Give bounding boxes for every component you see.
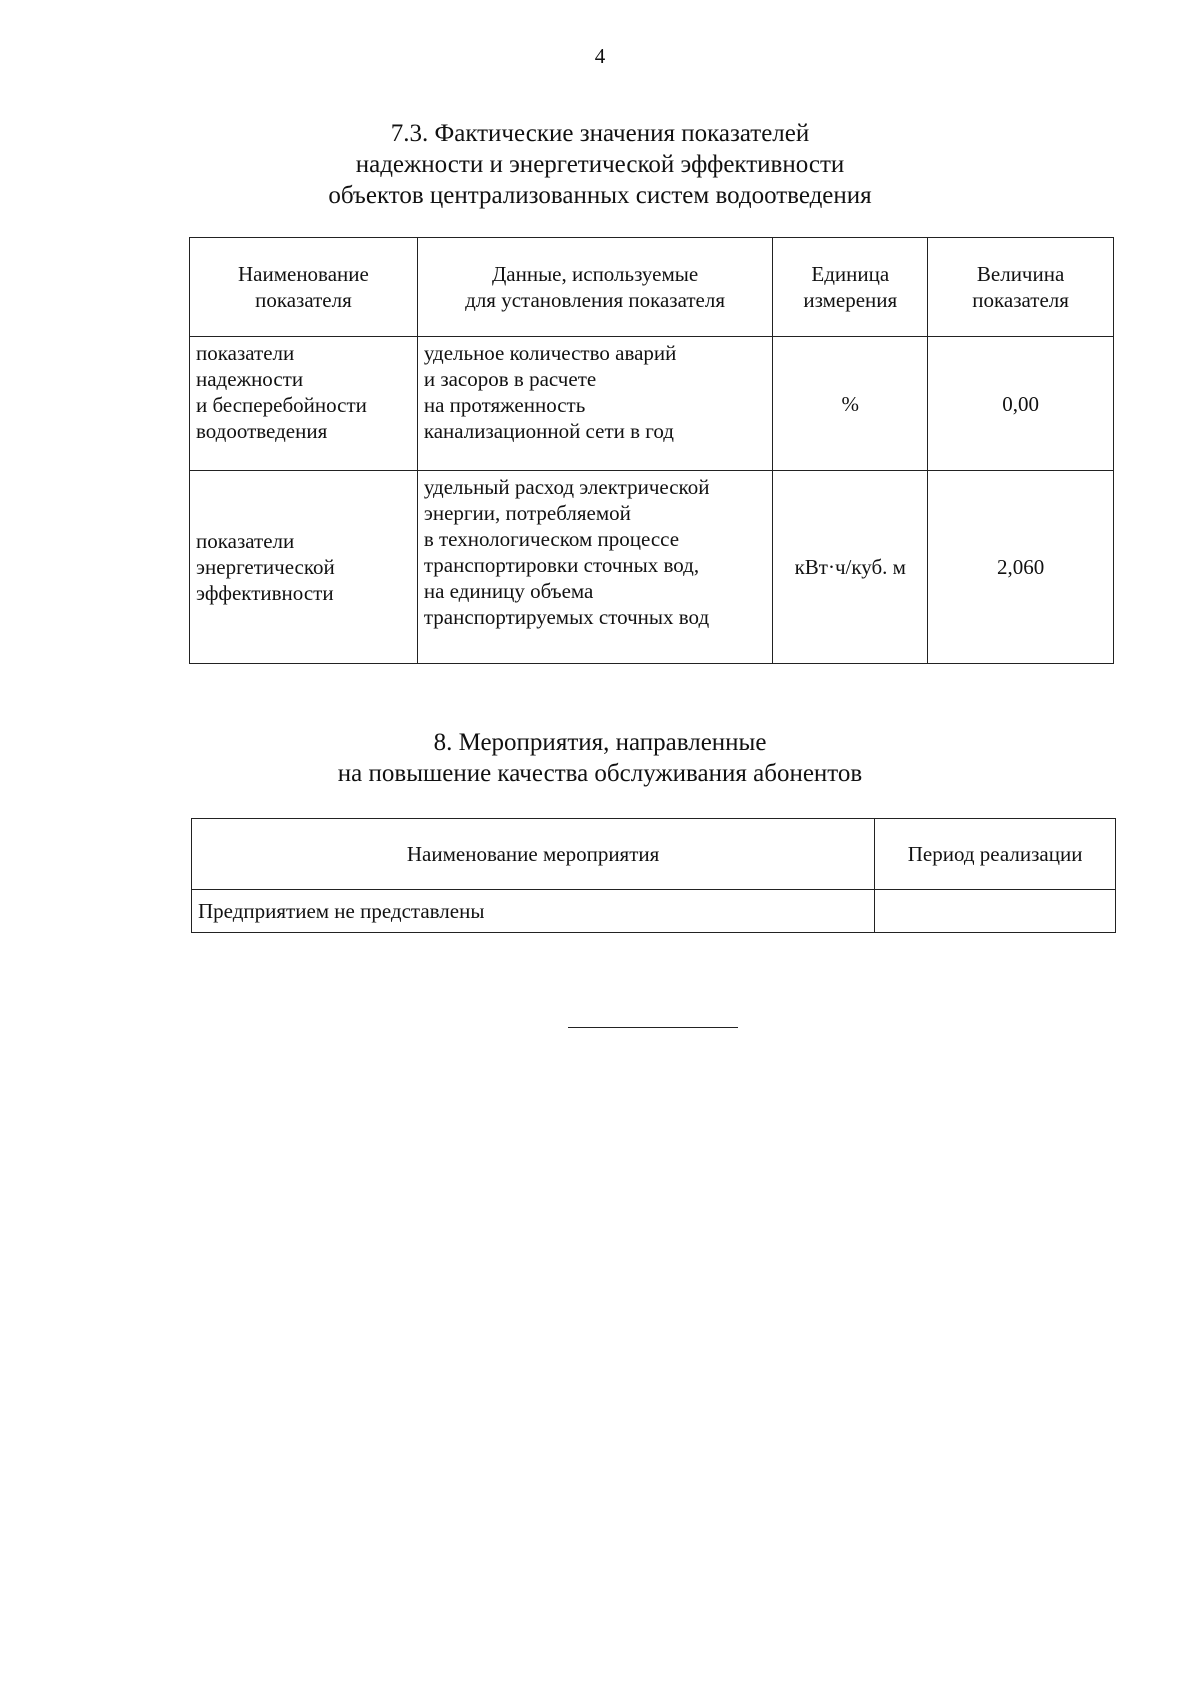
value-cell: 2,060 [928,471,1114,664]
end-divider [568,1027,738,1028]
indicators-table-header-row [190,238,1114,337]
section-8-title-line: 8. Мероприятия, направленные [433,729,767,756]
section-7-3-title-line: 7.3. Фактические значения показателей [390,120,810,147]
section-7-3-title [0,118,1200,211]
value-cell: 0,00 [928,337,1114,471]
table-row [190,337,1114,471]
indicator-name-cell: показатели энергетической эффективности [190,471,418,664]
measures-table-header-row [192,819,1116,890]
indicator-data-cell: удельное количество аварий и засоров в расчете на протяженность канализационной сети в год [417,337,773,471]
indicators-table [189,237,1114,664]
section-7-3-title-line: объектов централизованных систем водоотведения [328,182,872,209]
header-indicator-data: Данные, используемые для установления показателя [417,238,773,337]
indicator-data-cell: удельный расход электрической энергии, потребляемой в технологическом процессе транспортировки сточных вод, на единицу объема транспортируемых сточных вод [417,471,773,664]
header-indicator-name: Наименование показателя [190,238,418,337]
indicator-name-cell: показатели надежности и бесперебойности водоотведения [190,337,418,471]
section-8-title-line: на повышение качества обслуживания абонентов [337,760,863,787]
table-row [192,890,1116,933]
unit-cell: % [773,337,928,471]
period-cell [875,890,1116,933]
measures-table [191,818,1116,933]
header-measure-name: Наименование мероприятия [192,819,875,890]
page-number: 4 [594,44,606,68]
header-value: Величина показателя [928,238,1114,337]
unit-cell: кВт·ч/куб. м [773,471,928,664]
section-8-title [0,727,1200,789]
header-period: Период реализации [875,819,1116,890]
measure-name-cell: Предприятием не представлены [192,890,875,933]
header-unit: Единица измерения [773,238,928,337]
table-row [190,471,1114,664]
section-7-3-title-line: надежности и энергетической эффективности [355,151,845,178]
